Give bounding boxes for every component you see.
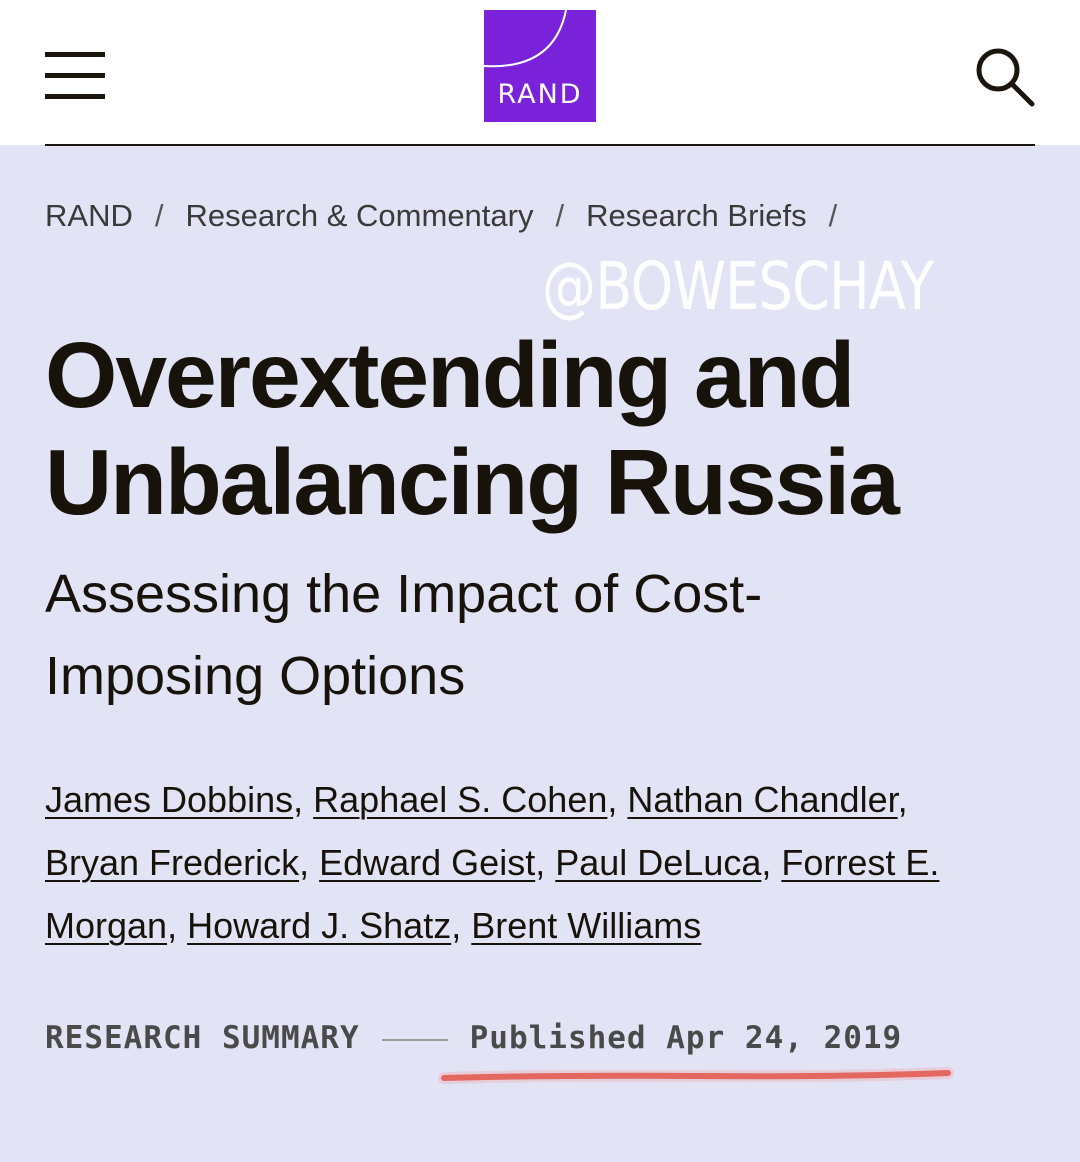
publish-date: Published Apr 24, 2019 (469, 1020, 903, 1056)
subtitle-line: Assessing the Impact of Cost- (45, 564, 763, 624)
header-divider (45, 144, 1035, 146)
author-link[interactable]: Brent Williams (471, 905, 702, 946)
red-highlight-underline (438, 1065, 954, 1089)
author-link[interactable]: Bryan Frederick (45, 842, 300, 883)
breadcrumb-separator: / (828, 198, 838, 233)
search-icon[interactable] (972, 44, 1038, 110)
site-header (0, 0, 1080, 145)
author-link[interactable]: Forrest E. Morgan (45, 842, 940, 946)
logo-text: RAND (497, 79, 583, 110)
breadcrumb-separator: / (154, 198, 164, 233)
menu-icon[interactable] (45, 50, 105, 104)
author-link[interactable]: James Dobbins (45, 779, 294, 820)
author-link[interactable]: Paul DeLuca (555, 842, 762, 883)
page-title (45, 322, 1035, 536)
breadcrumb (45, 198, 859, 234)
page-subtitle (45, 553, 925, 717)
breadcrumb-item-rand[interactable]: RAND (45, 198, 133, 233)
watermark: @BOWESCHAY (542, 248, 934, 325)
author-link[interactable]: Nathan Chandler (627, 779, 898, 820)
breadcrumb-item-research-commentary[interactable]: Research & Commentary (185, 198, 534, 233)
author-link[interactable]: Howard J. Shatz (187, 905, 452, 946)
meta-divider (382, 1039, 448, 1041)
title-line: Unbalancing Russia (45, 430, 898, 534)
author-link[interactable]: Raphael S. Cohen (313, 779, 608, 820)
author-link[interactable]: Edward Geist (319, 842, 536, 883)
subtitle-line: Imposing Options (45, 646, 466, 706)
publication-meta (45, 1020, 902, 1056)
title-line: Overextending and (45, 323, 854, 427)
breadcrumb-item-research-briefs[interactable]: Research Briefs (586, 198, 807, 233)
rand-logo[interactable] (484, 10, 596, 122)
content-type-label: RESEARCH SUMMARY (45, 1020, 360, 1056)
author-list: James Dobbins, Raphael S. Cohen, Nathan Chandler, Bryan Frederick, Edward Geist, Paul DeLuca, Forrest E. Morgan, Howard J. Shatz, Brent Williams (45, 779, 940, 946)
breadcrumb-separator: / (555, 198, 565, 233)
